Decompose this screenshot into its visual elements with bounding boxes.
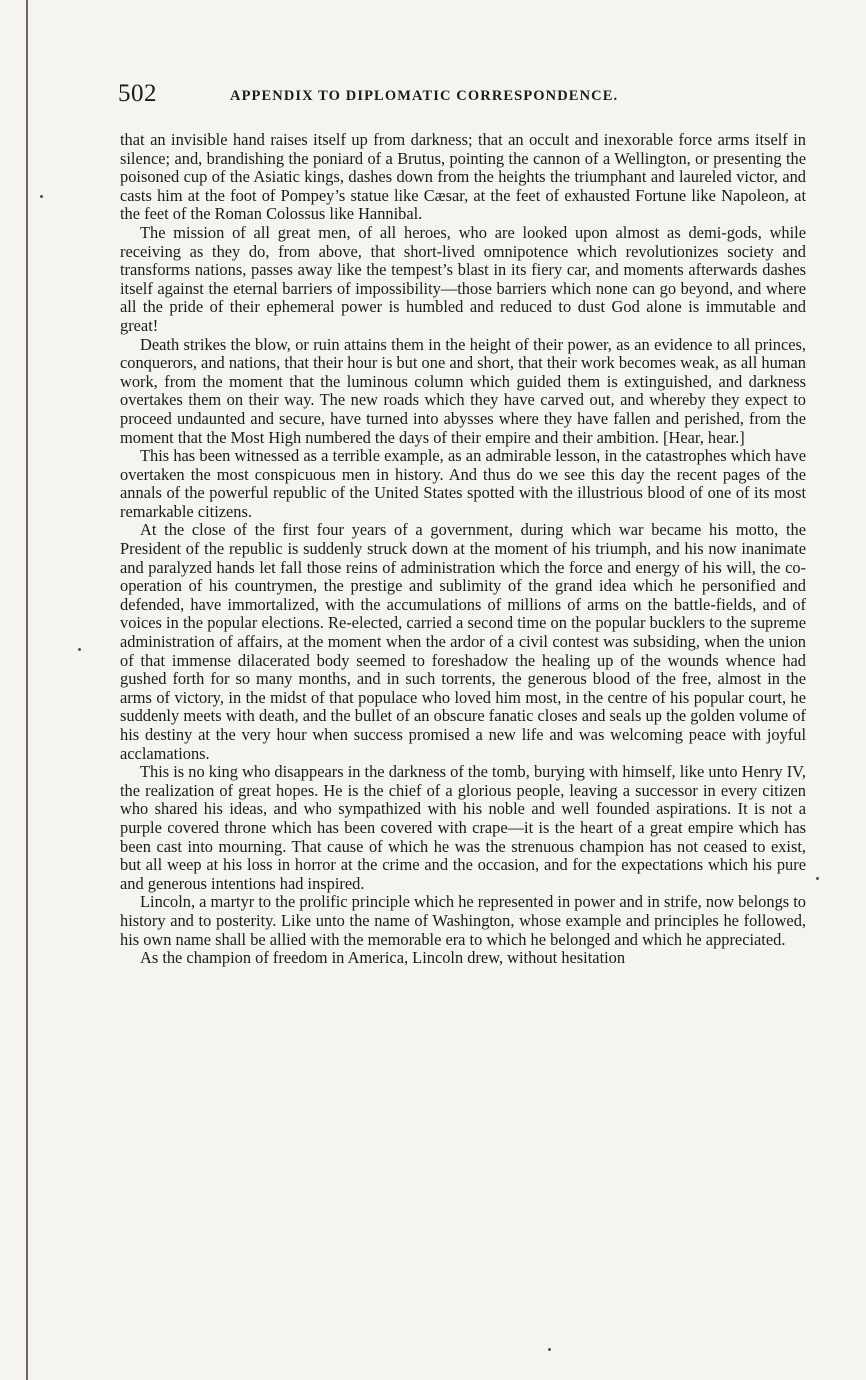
paragraph: that an invisible hand raises itself up from darkness; that an occult and inexorable force arms itself in silence; and, brandishing the poniard of a Brutus, pointing the cannon of a Wellington, or presenting the poisoned cup of the Asiatic kings, dashes down from the heights the triumphant and laureled victor, and casts him at the foot of Pompey’s statue like Cæsar, at the feet of exhausted Fortune like Napoleon, at the feet of the Roman Colossus like Hannibal. — [120, 130, 806, 224]
left-margin-rule — [26, 0, 28, 1380]
paragraph: This has been witnessed as a terrible example, as an admirable lesson, in the catastrophes which have overtaken the most conspicuous men in history. And thus do we see this day the recent pages of the annals of the powerful republic of the United States spotted with the illustrious blood of one of its most remarkable citizens. — [120, 446, 806, 521]
paragraph: As the champion of freedom in America, Lincoln drew, without hesitation — [140, 948, 626, 968]
page-header — [118, 80, 814, 118]
paragraph: At the close of the first four years of a government, during which war became his motto, the President of the republic is suddenly struck down at the moment of his triumph, and his now inanimate and paralyzed hands let fall those reins of administration which the force and energy of his will, the co-operation of his countrymen, the prestige and sublimity of the grand idea which he personified and defended, have immortalized, with the accumulations of millions of arms on the battle-fields, and of voices in the popular elections. Re-elected, carried a second time on the popular bucklers to the supreme administration of affairs, at the moment when the ardor of a civil contest was subsiding, when the union of that immense dilacerated body seemed to foreshadow the healing up of the wounds whence had gushed forth for so many months, and in such torrents, the generous blood of the free, almost in the arms of victory, in the midst of that populace who loved him most, in the centre of his popular court, he suddenly meets with death, and the bullet of an obscure fanatic closes and seals up the golden volume of his destiny at the very hour when success promised a new life and was welcoming peace with joyful acclamations. — [120, 520, 806, 763]
paragraph: The mission of all great men, of all heroes, who are looked upon almost as demi-gods, while receiving as they do, from above, that short-lived omnipotence which revolutionizes society and transforms nations, passes away like the tempest’s blast in its fiery car, and moments afterwards dashes itself against the eternal barriers of impossibility—those barriers which none can go beyond, and where all the pride of their ephemeral power is humbled and reduced to dust God alone is immutable and great! — [120, 222, 806, 335]
paragraph: Death strikes the blow, or ruin attains them in the height of their power, as an evidence to all princes, conquerors, and nations, that their hour is but one and short, that their work becomes weak, as all human work, from the moment that the luminous column which guided them is extinguished, and darkness overtakes them on their way. The new roads which they have carved out, and whereby they expect to proceed undaunted and secure, have turned into abysses where they have fallen and perished, from the moment that the Most High numbered the days of their empire and their ambition. [Hear, hear.] — [120, 334, 806, 447]
running-title: APPENDIX TO DIPLOMATIC CORRESPONDENCE. — [230, 88, 619, 104]
print-speck — [40, 195, 43, 198]
print-speck — [816, 877, 819, 880]
paragraph: This is no king who disappears in the darkness of the tomb, burying with himself, like unto Henry IV, the realization of great hopes. He is the chief of a glorious people, leaving a successor in every citizen who shared his ideas, and who sympathized with his noble and well founded aspirations. It is not a purple covered throne which has been covered with crape—it is the heart of a great empire which has been cast into mourning. That cause of which he was the strenuous champion has not ceased to exist, but all weep at his loss in horror at the crime and the occasion, and for the expectations which his pure and generous intentions had inspired. — [120, 762, 806, 893]
body-text — [120, 131, 806, 968]
print-speck — [548, 1348, 551, 1351]
paragraph: Lincoln, a martyr to the prolific principle which he represented in power and in strife, now belongs to history and to posterity. Like unto the name of Washington, whose example and principles he followed, his own name shall be allied with the memorable era to which he belonged and which he appreciated. — [120, 892, 806, 949]
page-number: 502 — [118, 80, 157, 107]
print-speck — [78, 648, 81, 651]
